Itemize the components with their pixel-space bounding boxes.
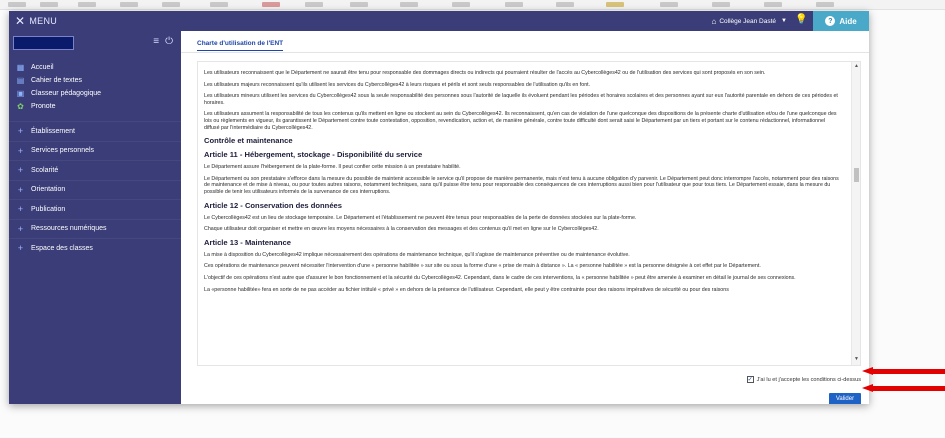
settings-sliders-icon[interactable]: ≡	[153, 36, 160, 47]
expand-plus-icon: +	[17, 204, 24, 215]
close-icon[interactable]: ✕	[15, 14, 26, 28]
charter-text	[204, 70, 840, 298]
charter-paragraph: Les utilisateurs mineurs utilisent les services du Cybercollèges42 sous la seule responsabilité des personnes sous l'autorité de laquelle ils évoluent pendant les périodes et horaires scolaires et des personnes ayant sur eux l'autorité parentale en dehors de ces périodes et horaires.	[204, 93, 838, 106]
sidebar-item-label: Accueil	[31, 64, 54, 71]
nav-divider	[9, 113, 181, 121]
sidebar-item-label: Cahier de textes	[31, 77, 82, 84]
sidebar-group-label: Scolarité	[31, 166, 59, 174]
sidebar-item-pronote[interactable]	[9, 100, 181, 113]
sidebar-group-publication[interactable]	[9, 199, 181, 219]
charter-paragraph: Les utilisateurs assument la responsabilité de tous les contenus qu'ils mettent en ligne ou stockent au sein du Cybercollèges42. Ils reconnaissent, qu'en cas de violation de l'une quelconque des dispositions de la présente charte d'utilisation et/ou de l'une quelconque des lois ou règlements en vigueur, ils garantissent le Département contre toute contestation, opposition, revendication, action et, de manière générale, contre toute difficulté dont serait saisi le Département par un tiers et portant sur le contenu rédactionnel, informationnel diffusé par l'intermédiaire du Cybercollèges42.	[204, 111, 837, 131]
help-button[interactable]	[813, 11, 869, 31]
expand-plus-icon: +	[17, 223, 24, 234]
bookmark-item[interactable]	[606, 2, 624, 7]
charter-heading: Article 12 - Conservation des données	[204, 200, 342, 210]
user-row	[9, 33, 181, 55]
bookmark-item[interactable]	[305, 2, 323, 7]
sidebar-item-cahier-de-textes[interactable]	[9, 74, 181, 87]
scroll-up-icon[interactable]: ▲	[854, 63, 859, 69]
college-name: Collège Jean Dasté	[719, 17, 777, 25]
sidebar-item-classeur-pedagogique[interactable]	[9, 87, 181, 100]
charter-heading: Article 11 - Hébergement, stockage - Disponibilité du service	[204, 150, 423, 160]
accept-terms-checkbox[interactable]: ✓	[747, 377, 753, 383]
arrow-shaft	[872, 369, 945, 374]
sidebar-group-etablissement[interactable]	[9, 121, 181, 141]
browser-bookmarks-bar	[0, 0, 945, 10]
bookmark-item[interactable]	[78, 2, 96, 7]
folder-icon: ▣	[16, 89, 25, 98]
home-icon: ⌂	[711, 16, 717, 26]
expand-plus-icon: +	[17, 184, 24, 195]
charter-paragraph: Les utilisateurs majeurs reconnaissent qu'ils utilisent les services du Cybercollèges42 à leurs risques et périls et sont seuls responsables de l'utilisation qu'ils en font.	[204, 81, 591, 88]
tab-charte[interactable]: Charte d'utilisation de l'ENT	[197, 40, 283, 51]
charter-paragraph: Chaque utilisateur doit organiser et mettre en œuvre les moyens nécessaires à la conservation des messages et des contenus qu'il met en ligne sur le Cybercollèges42.	[204, 226, 599, 233]
bookmark-item[interactable]	[262, 2, 280, 7]
user-controls	[153, 36, 173, 47]
bookmark-item[interactable]	[120, 2, 138, 7]
charter-paragraph: La «personne habilitée» fera en sorte de ne pas accéder au fichier intitulé « privé » en dehors de la présence de l'utilisateur. Cependant, elle peut y être contrainte pour des raisons impératives de sécurité ou pour des raisons	[204, 286, 729, 293]
bookmark-item[interactable]	[505, 2, 523, 7]
lightbulb-icon[interactable]: 💡	[795, 14, 808, 25]
bookmark-item[interactable]	[660, 2, 678, 7]
chevron-down-icon: ▼	[781, 18, 787, 24]
sidebar-group-label: Services personnels	[31, 147, 95, 155]
sidebar-group-label: Espace des classes	[31, 244, 93, 252]
sidebar-group-label: Orientation	[31, 186, 66, 194]
accept-terms-row[interactable]	[747, 376, 861, 383]
sidebar-group-espace-des-classes[interactable]	[9, 238, 181, 258]
bookmark-item[interactable]	[400, 2, 418, 7]
bookmark-item[interactable]	[556, 2, 574, 7]
sidebar-item-accueil[interactable]	[9, 61, 181, 74]
sidebar-group-label: Ressources numériques	[31, 225, 107, 233]
dashboard-icon: ▦	[16, 63, 25, 72]
user-name-redacted[interactable]	[13, 36, 74, 50]
question-icon: ?	[825, 16, 835, 26]
sidebar-group-services-personnels[interactable]	[9, 141, 181, 161]
expand-plus-icon: +	[17, 165, 24, 176]
bookmark-item[interactable]	[816, 2, 834, 7]
main-content	[181, 31, 869, 404]
bookmark-item[interactable]	[452, 2, 470, 7]
ent-window	[9, 11, 869, 404]
power-icon[interactable]: ⏻	[165, 36, 173, 47]
charter-paragraph: La mise à disposition du Cybercollèges42 implique nécessairement des opérations de maintenance technique, qu'il s'agisse de maintenance préventive ou de maintenance évolutive.	[204, 251, 630, 258]
sidebar-group-ressources-numeriques[interactable]	[9, 219, 181, 239]
sidebar-item-label: Classeur pédagogique	[31, 90, 102, 97]
annotation-arrow-checkbox	[862, 367, 945, 376]
calendar-icon: ▤	[16, 76, 25, 85]
bookmark-item[interactable]	[350, 2, 368, 7]
sidebar-group-nav	[9, 121, 181, 258]
help-label: Aide	[839, 16, 857, 26]
charter-paragraph: Le Département ou son prestataire s'efforce dans la mesure du possible de maintenir accessible le service qu'il propose de manière permanente, mais n'est tenu à aucune obligation d'y parvenir. Le Département peut donc interrompre l'accès, notamment pour des raisons de maintenance et de mise à niveau, ou pour toutes autres raisons, notamment techniques, sans qu'il puisse être tenu pour responsable des conséquences de ces interruptions aussi bien pour l'utilisateur que pour tous tiers. Le Département essaie, dans la mesure du possible de tenir les utilisateurs informés de la survenance de ces interruptions.	[204, 175, 839, 195]
top-bar	[181, 11, 869, 31]
charter-paragraph: Ces opérations de maintenance peuvent nécessiter l'intervention d'une « personne habilitée » sur site ou sous la forme d'une « prise de main à distance ». La « personne habilitée » est la personne désignée à cet effet par le Département.	[204, 263, 761, 270]
bookmark-item[interactable]	[8, 2, 26, 7]
bookmark-item[interactable]	[712, 2, 730, 7]
sidebar-group-label: Publication	[31, 205, 66, 213]
expand-plus-icon: +	[17, 243, 24, 254]
arrow-head-icon	[862, 367, 873, 375]
bookmark-item[interactable]	[764, 2, 782, 7]
charter-heading: Contrôle et maintenance	[204, 136, 293, 146]
bookmark-item[interactable]	[210, 2, 228, 7]
expand-plus-icon: +	[17, 145, 24, 156]
charter-document[interactable]	[197, 61, 861, 366]
charter-paragraph: Le Département assure l'hébergement de la plate-forme. Il peut confier cette mission à un prestataire habilité.	[204, 164, 461, 171]
bookmark-item[interactable]	[40, 2, 58, 7]
arrow-head-icon	[862, 384, 873, 392]
sidebar-item-label: Pronote	[31, 103, 56, 110]
bookmark-item[interactable]	[162, 2, 180, 7]
scrollbar-thumb[interactable]	[854, 168, 859, 182]
charter-heading: Article 13 - Maintenance	[204, 237, 291, 247]
sidebar-group-label: Établissement	[31, 127, 75, 135]
accept-terms-label[interactable]: J'ai lu et j'accepte les conditions ci-dessus	[756, 376, 861, 383]
menu-toggle[interactable]	[9, 11, 181, 31]
sidebar-group-orientation[interactable]	[9, 180, 181, 200]
expand-plus-icon: +	[17, 126, 24, 137]
charter-paragraph: L'objectif de ces opérations n'est autre que d'assurer le bon fonctionnement et la sécurité du Cybercollèges42. Cependant, dans le cadre de ces interventions, la « personne habilitée » peut être amenée à examiner en détail le journal de ses connexions.	[204, 274, 796, 281]
scroll-down-icon[interactable]: ▼	[854, 356, 859, 362]
tab-bar	[181, 31, 869, 53]
charter-paragraph: Les utilisateurs reconnaissent que le Département ne saurait être tenu pour responsable des dommages directs ou indirects qui pourraient résulter de l'accès au Cybercollèges42 ou de l'utilisation des services qui sont proposés en son sein.	[204, 70, 766, 76]
document-scrollbar[interactable]	[851, 62, 860, 365]
sidebar-group-scolarite[interactable]	[9, 160, 181, 180]
validate-button[interactable]: Valider	[829, 393, 861, 404]
arrow-shaft	[872, 386, 945, 391]
menu-label: MENU	[29, 16, 58, 26]
charter-paragraph: Le Cybercollèges42 est un lieu de stockage temporaire. Le Département et l'établissement ne peuvent être tenus pour responsables de la perte de données stockées sur la plate-forme.	[204, 214, 637, 221]
leaf-icon: ✿	[17, 102, 24, 111]
annotation-arrow-validate	[862, 384, 945, 393]
sidebar-main-nav	[9, 61, 181, 113]
college-selector[interactable]	[711, 11, 787, 31]
sidebar	[9, 11, 181, 404]
